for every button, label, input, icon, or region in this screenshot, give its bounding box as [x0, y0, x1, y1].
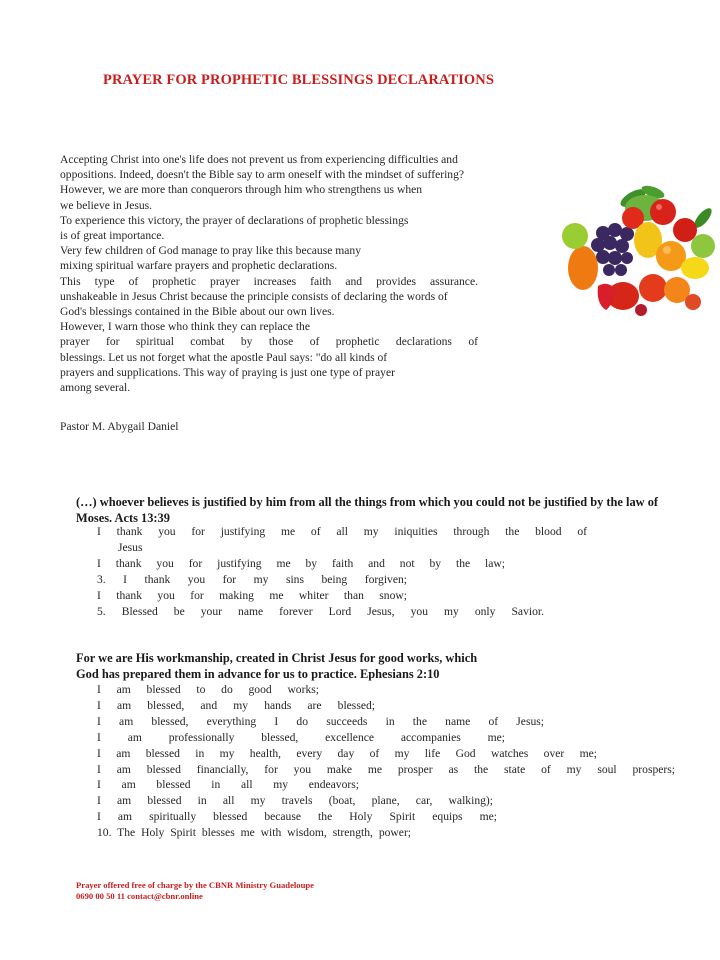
footer-line: Prayer offered free of charge by the CBNR Ministry Guadeloupe	[76, 880, 314, 890]
intro-line: prayer for spiritual combat by those of prophetic declarations of	[60, 335, 478, 349]
intro-text	[60, 152, 550, 395]
intro-line: Very few children of God manage to pray like this because many	[60, 244, 362, 258]
intro-line: unshakeable in Jesus Christ because the principle consists of declaring the words of	[60, 289, 448, 303]
intro-line: oppositions. Indeed, doesn't the Bible say to arm oneself with the mindset of suffering?	[60, 168, 465, 182]
intro-line: However, I warn those who think they can replace the	[60, 320, 310, 334]
intro-line: prayers and supplications. This way of praying is just one type of prayer	[60, 365, 395, 379]
list-item: I thank you for making me whiter than snow;	[97, 588, 407, 602]
intro-line: However, we are more than conquerors through him who strengthens us when	[60, 183, 423, 197]
page-title: PRAYER FOR PROPHETIC BLESSINGS DECLARATIONS	[103, 72, 495, 88]
list-item: I am blessed, everything I do succeeds in the name of Jesus;	[97, 714, 544, 728]
intro-line: blessings. Let us not forget what the apostle Paul says: "do all kinds of	[60, 350, 388, 364]
list-item: I am professionally blessed, excellence accompanies me;	[97, 730, 505, 744]
thanksgiving-list	[97, 524, 587, 619]
list-item: 5. Blessed be your name forever Lord Jesus, you my only Savior.	[97, 604, 544, 618]
list-item: I am blessed in all my travels (boat, plane, car, walking);	[97, 794, 493, 808]
list-item: I am spiritually blessed because the Holy Spirit equips me;	[97, 810, 497, 824]
intro-line: This type of prophetic prayer increases faith and provides assurance.	[60, 274, 478, 288]
blessings-list	[97, 682, 677, 841]
verse-line: For we are His workmanship, created in Christ Jesus for good works, which	[76, 651, 478, 665]
footer-credit	[76, 880, 314, 902]
list-item: I am blessed, and my hands are blessed;	[97, 698, 375, 712]
list-item: I thank you for justifying me by faith and not by the law;	[97, 556, 505, 570]
list-item: 3. I thank you for my sins being forgiven;	[97, 572, 407, 586]
list-item: I am blessed in all my endeavors;	[97, 778, 359, 792]
list-item: I am blessed financially, for you make me prosper as the state of my soul prospers;	[97, 762, 675, 776]
intro-line: mixing spiritual warfare prayers and prophetic declarations.	[60, 259, 338, 273]
list-item: 10. The Holy Spirit blesses me with wisdom, strength, power;	[97, 826, 412, 840]
fruit-vegetables-image	[553, 178, 718, 328]
intro-line: we believe in Jesus.	[60, 198, 153, 212]
list-item	[97, 540, 587, 556]
list-item: I am blessed in my health, every day of my life God watches over me;	[97, 746, 597, 760]
list-item-continuation: Jesus	[118, 540, 143, 554]
verse-acts: (…) whoever believes is justified by him from all the things from which you could not be justified by the law of Moses. Acts 13:39	[76, 495, 659, 525]
footer-contact: 0690 00 50 11 contact@cbnr.online	[76, 891, 203, 901]
list-item: I am blessed to do good works;	[97, 683, 319, 696]
intro-line: is of great importance.	[60, 229, 165, 243]
intro-line: Accepting Christ into one's life does not prevent us from experiencing difficulties and	[60, 153, 458, 166]
list-item: I thank you for justifying me of all my iniquities through the blood of	[97, 525, 587, 538]
author-signature: Pastor M. Abygail Daniel	[60, 420, 179, 433]
intro-line: among several.	[60, 381, 131, 395]
verse-ephesians	[76, 650, 576, 682]
intro-line: To experience this victory, the prayer of declarations of prophetic blessings	[60, 213, 409, 227]
intro-line: God's blessings contained in the Bible about our own lives.	[60, 305, 335, 319]
verse-line: God has prepared them in advance for us to practice. Ephesians 2:10	[76, 667, 440, 681]
